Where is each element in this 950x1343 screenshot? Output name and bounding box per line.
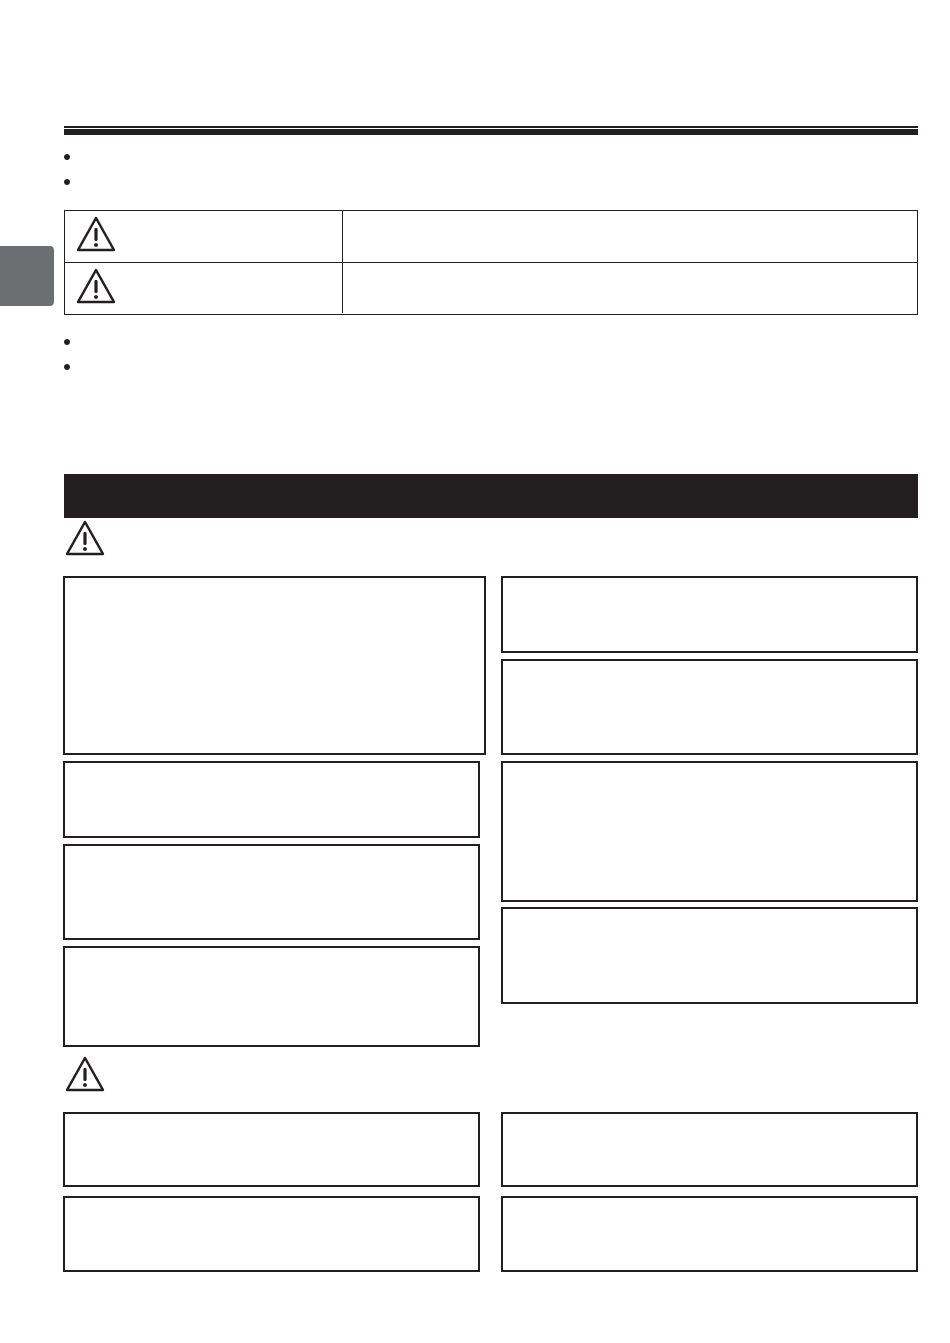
warning-box (501, 576, 918, 653)
chapter-side-tab (0, 246, 54, 306)
legend-description (343, 211, 917, 262)
legend-symbol-cell (65, 211, 343, 262)
warning-triangle-icon (64, 1055, 106, 1093)
warning-box (63, 844, 480, 940)
caution-box (63, 1196, 480, 1272)
caution-box (63, 1112, 480, 1187)
legend-description (343, 262, 917, 313)
caution-box (501, 1112, 918, 1187)
warning-box (501, 761, 918, 902)
warning-box (63, 761, 480, 838)
bullet-marker (64, 339, 70, 345)
section-title-bar (64, 474, 918, 518)
bullet-marker (64, 179, 70, 185)
caution-box (501, 1196, 918, 1272)
warning-triangle-icon (64, 519, 106, 557)
legend-symbol-cell (65, 262, 343, 313)
warning-box (501, 659, 918, 755)
heading-rule-thin (64, 126, 918, 128)
warning-triangle-icon (75, 215, 117, 253)
bullet-marker (64, 364, 70, 370)
legend-row (65, 211, 917, 263)
symbol-legend-table (64, 210, 918, 315)
warning-box (63, 946, 480, 1047)
warning-triangle-icon (75, 267, 117, 305)
bullet-marker (64, 154, 70, 160)
heading-rule-thick (64, 129, 918, 135)
legend-row (65, 262, 917, 313)
warning-box (63, 576, 486, 755)
warning-box (501, 907, 918, 1004)
